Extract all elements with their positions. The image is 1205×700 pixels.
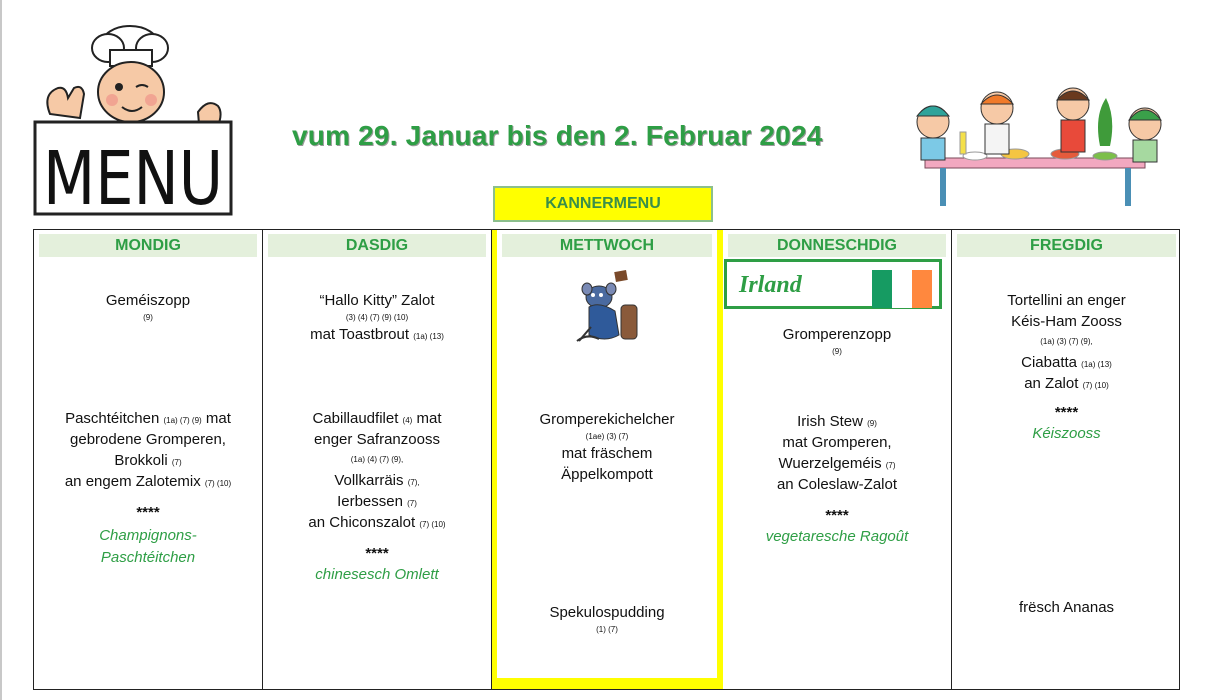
day-header: METTWOCH — [502, 234, 712, 257]
dish-line: mat Toastbrout — [310, 326, 410, 343]
dish-line: Kéis-Ham Zooss — [1011, 313, 1122, 330]
rat-chef-icon — [571, 267, 643, 351]
day-column-friday — [952, 230, 1181, 689]
dish-line: Gromperekichelcher — [539, 411, 675, 428]
starter — [263, 290, 491, 345]
theme-label: Irland — [739, 272, 802, 298]
allergens: (9) — [143, 313, 153, 322]
dish-line: an Zalot — [1024, 375, 1079, 392]
dish-line: enger Safranzooss — [314, 431, 440, 448]
allergens: (1a) (13) — [413, 332, 444, 341]
chef-menu-logo — [30, 14, 235, 222]
dish-line: frësch Ananas — [1018, 599, 1115, 616]
allergens: (7) (10) — [204, 479, 232, 488]
dish-line: mat — [205, 410, 231, 427]
separator: **** — [365, 545, 389, 562]
dish-line: mat fräschem — [561, 445, 653, 462]
dessert — [497, 602, 717, 636]
allergens: (9) — [867, 419, 877, 428]
allergens: (1a) (7) (9) — [163, 416, 202, 425]
soup-name: Gromperenzopp — [782, 326, 892, 343]
weekly-menu-table — [33, 229, 1180, 690]
allergens: (1a) (4) (7) (9), — [350, 455, 404, 464]
day-header: MONDIG — [39, 234, 257, 257]
day-header: DASDIG — [268, 234, 486, 257]
allergens: (7), — [407, 478, 420, 487]
day-column-thursday — [723, 230, 952, 689]
day-column-wednesday — [492, 230, 723, 689]
allergens: (1a) (13) — [1081, 360, 1112, 369]
allergens: (9) — [832, 347, 842, 356]
dish-line: Wuerzelgeméis — [778, 455, 882, 472]
chef-hat-icon — [92, 26, 168, 66]
day-column-tuesday — [263, 230, 492, 689]
dish-line: Paschtéitchen — [65, 410, 160, 427]
allergens: (7) (10) — [1082, 381, 1109, 390]
kannermenu-badge: KANNERMENU — [493, 186, 713, 222]
dessert — [952, 597, 1181, 618]
dish-line: gebrodene Gromperen, — [70, 431, 226, 448]
allergens: (7) — [171, 458, 182, 467]
allergens: (7) — [885, 461, 896, 470]
soup — [34, 290, 262, 324]
day-column-monday — [34, 230, 263, 689]
dish-line: an Chiconszalot — [308, 514, 416, 531]
logo-text: MENU — [43, 136, 223, 222]
page-title: vum 29. Januar bis den 2. Februar 2024 — [292, 120, 823, 151]
dish-line: Äppelkompott — [561, 466, 653, 483]
dish-line: mat — [416, 410, 442, 427]
dish-line: Ciabatta — [1021, 354, 1077, 371]
main-dish — [952, 290, 1181, 445]
main-dish — [723, 411, 951, 548]
dish-line: Spekulospudding — [549, 604, 665, 621]
soup-name: Geméiszopp — [105, 292, 191, 309]
separator: **** — [825, 507, 849, 524]
main-dish — [34, 408, 262, 569]
dish-line: an Coleslaw-Zalot — [776, 476, 898, 493]
allergens: (1) (7) — [596, 625, 618, 634]
vegetarian-dish: Paschtéitchen — [100, 549, 196, 566]
page-edge — [0, 0, 2, 700]
irish-flag-icon — [872, 270, 932, 308]
allergens: (7) (10) — [419, 520, 446, 529]
dish-line: “Hallo Kitty” Zalot — [319, 292, 435, 309]
allergens: (1ae) (3) (7) — [585, 432, 629, 441]
allergens: (4) — [402, 416, 413, 425]
separator: **** — [136, 504, 160, 521]
kids-eating-illustration — [905, 86, 1170, 208]
vegetarian-dish: Kéiszooss — [1032, 425, 1101, 442]
allergens: (3) (4) (7) (9) (10) — [345, 313, 409, 322]
vegetarian-dish: chinesesch Omlett — [315, 566, 439, 583]
dish-line: Cabillaudfilet — [312, 410, 399, 427]
dish-line: mat Gromperen, — [782, 434, 892, 451]
dish-line: Irish Stew — [797, 413, 863, 430]
separator: **** — [1054, 404, 1079, 421]
dish-line: Ierbessen — [337, 493, 403, 510]
soup — [723, 324, 951, 358]
allergens: (7) — [407, 499, 417, 508]
day-header: FREGDIG — [957, 234, 1176, 257]
dish-line: Brokkoli — [114, 452, 168, 469]
day-header: DONNESCHDIG — [728, 234, 946, 257]
main-dish — [497, 409, 717, 485]
theme-banner — [724, 259, 942, 309]
main-dish — [263, 408, 491, 586]
allergens: (1a) (3) (7) (9), — [1040, 337, 1093, 346]
vegetarian-dish: vegetaresche Ragoût — [765, 528, 909, 545]
dish-line: Tortellini an enger — [1007, 292, 1126, 309]
vegetarian-dish: Champignons- — [99, 527, 197, 544]
dish-line: an engem Zalotemix — [64, 473, 201, 490]
dish-line: Vollkarräis — [334, 472, 404, 489]
